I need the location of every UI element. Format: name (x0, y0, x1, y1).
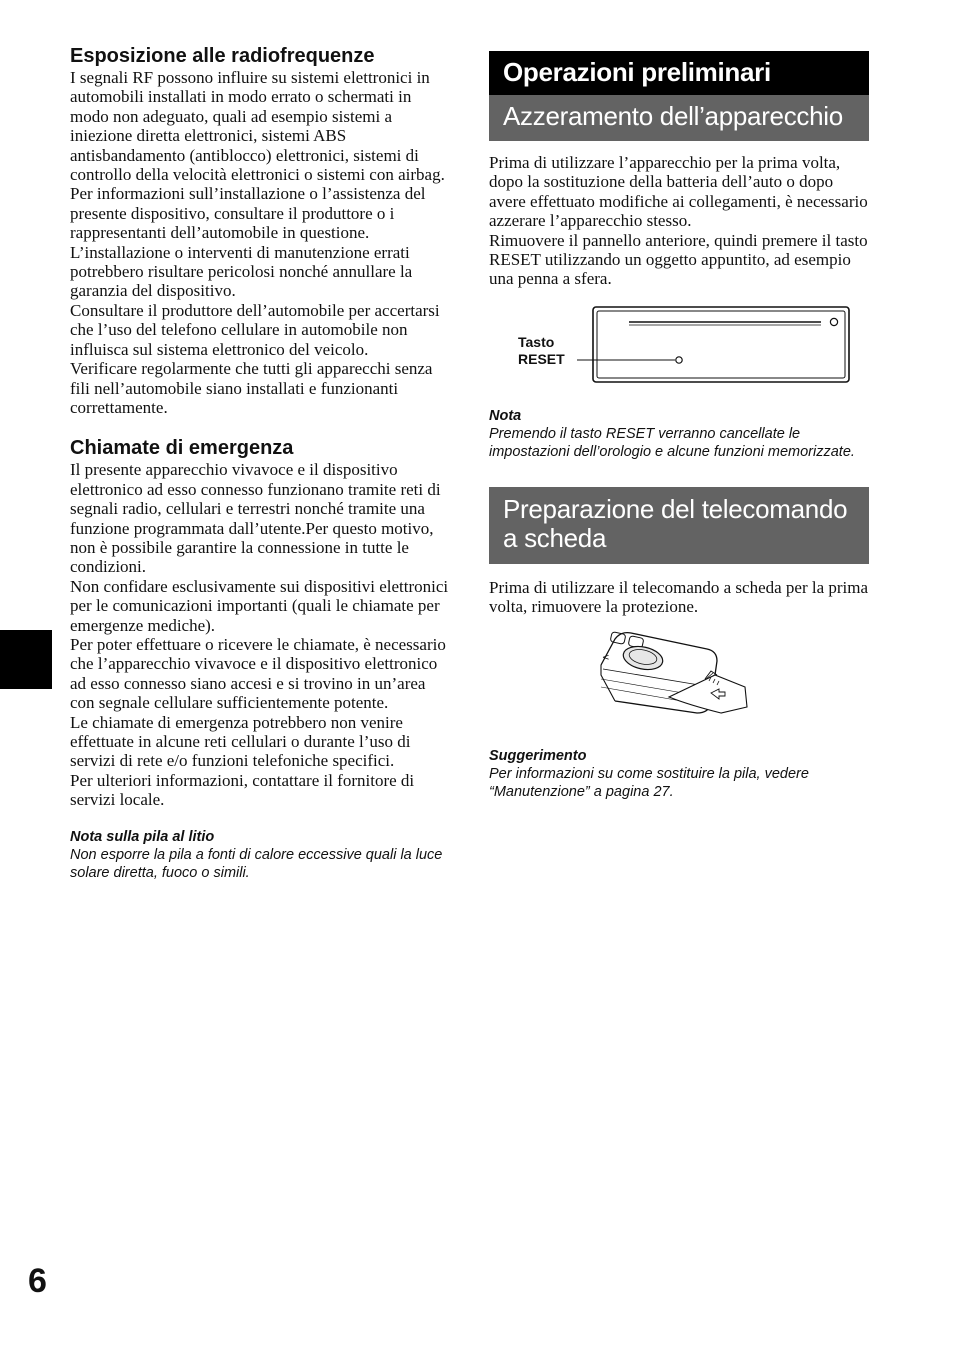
emergency-paragraph-5: Per ulteriori informazioni, contattare il fornitore di servizi locale. (70, 770, 415, 810)
right-column (489, 51, 869, 801)
rf-paragraph-3: Verificare regolarmente che tutti gli apparecchi senza fili nell’automobile siano installati e funzionanti correttamente. (70, 359, 433, 417)
reset-label-line2: RESET (518, 350, 565, 367)
emergency-paragraph-3: Per poter effettuare o ricevere le chiamate, è necessario che l’apparecchio vivavoce e il dispositivo elettronico ad esso connesso siano accesi e si trovino in un’area con segnale cellulare sufficientemente potente. (70, 634, 446, 713)
battery-note-text: Non esporre la pila a fonti di calore eccessive quali la luce solare diretta, fuoco o simili. (70, 846, 443, 881)
svg-text:<: < (602, 652, 610, 663)
remote-figure (489, 617, 869, 747)
reset-figure (489, 289, 869, 407)
section-banner-operazioni: Operazioni preliminari (489, 51, 869, 95)
emergency-heading: Chiamate di emergenza (70, 437, 294, 460)
emergency-paragraph-1: Il presente apparecchio vivavoce e il dispositivo elettronico ad esso connesso funzionano tramite reti di segnali radio, cellulari e terrestri nonché tramite una funzione programmata dall’utente.Per questo motivo, non è possibile garantire la connessione in tutte le condizioni. (70, 460, 441, 577)
section-banner-azzeramento: Azzeramento dell’apparecchio (489, 95, 869, 141)
emergency-paragraph-2: Non confidare esclusivamente sui dispositivi elettronici per le comunicazioni importanti (quali le chiamate per emergenze mediche). (70, 576, 449, 635)
rf-heading: Esposizione alle radiofrequenze (70, 45, 375, 67)
rf-paragraph-2: Consultare il produttore dell’automobile per accertarsi che l’uso del telefono cellulare in automobile non influisca sul sistema elettronico del veicolo. (70, 300, 440, 359)
remote-paragraph-1: Prima di utilizzare il telecomando a scheda per la prima volta, rimuovere la protezione. (489, 577, 869, 617)
reset-paragraph-1: Prima di utilizzare l’apparecchio per la prima volta, dopo la sostituzione della batteria dell’auto o dopo avere effettuato modifiche ai collegamenti, è necessario azzerare l’apparecchio stesso. (489, 153, 868, 231)
page-number: 6 (28, 1262, 47, 1300)
reset-label-line1: Tasto (518, 333, 555, 350)
emergency-paragraph-4: Le chiamate di emergenza potrebbero non venire effettuate in alcune reti cellulari o durante l’uso di servizi di rete e/o funzioni telefoniche specifici. (70, 712, 411, 771)
section-tab-marker (0, 630, 52, 689)
reset-note-text: Premendo il tasto RESET verranno cancellate le impostazioni dell’orologio e alcune funzioni memorizzate. (489, 425, 855, 460)
left-column (70, 44, 450, 882)
card-remote-illustration (489, 617, 869, 747)
tip-title: Suggerimento (489, 747, 587, 764)
reset-note-title: Nota (489, 407, 522, 424)
rf-paragraph-1: I segnali RF possono influire su sistemi elettronici in automobili installati in modo errato o schermati in modo non adeguato, quali ad esempio sistemi a iniezione diretta elettronici, sistemi ABS antisbandamento (antiblocco) elettronici, sistemi di controllo della velocità elettronici o sistemi con airbag. Per informazioni sull’installazione o l’assistenza del presente dispositivo, consultare il produttore o i rappresentanti dell’automobile in questione. L’installazione o interventi di manutenzione errati potrebbero risultare pericolosi nonché annullare la garanzia del dispositivo. (70, 68, 445, 301)
section-banner-telecomando: Preparazione del telecomando a scheda (489, 487, 869, 564)
reset-paragraph-2: Rimuovere il pannello anteriore, quindi premere il tasto RESET utilizzando un oggetto appuntito, ad esempio una penna a sfera. (489, 230, 868, 289)
tip-text: Per informazioni su come sostituire la pila, vedere “Manutenzione” a pagina 27. (489, 765, 809, 800)
battery-note-title: Nota sulla pila al litio (70, 828, 215, 845)
